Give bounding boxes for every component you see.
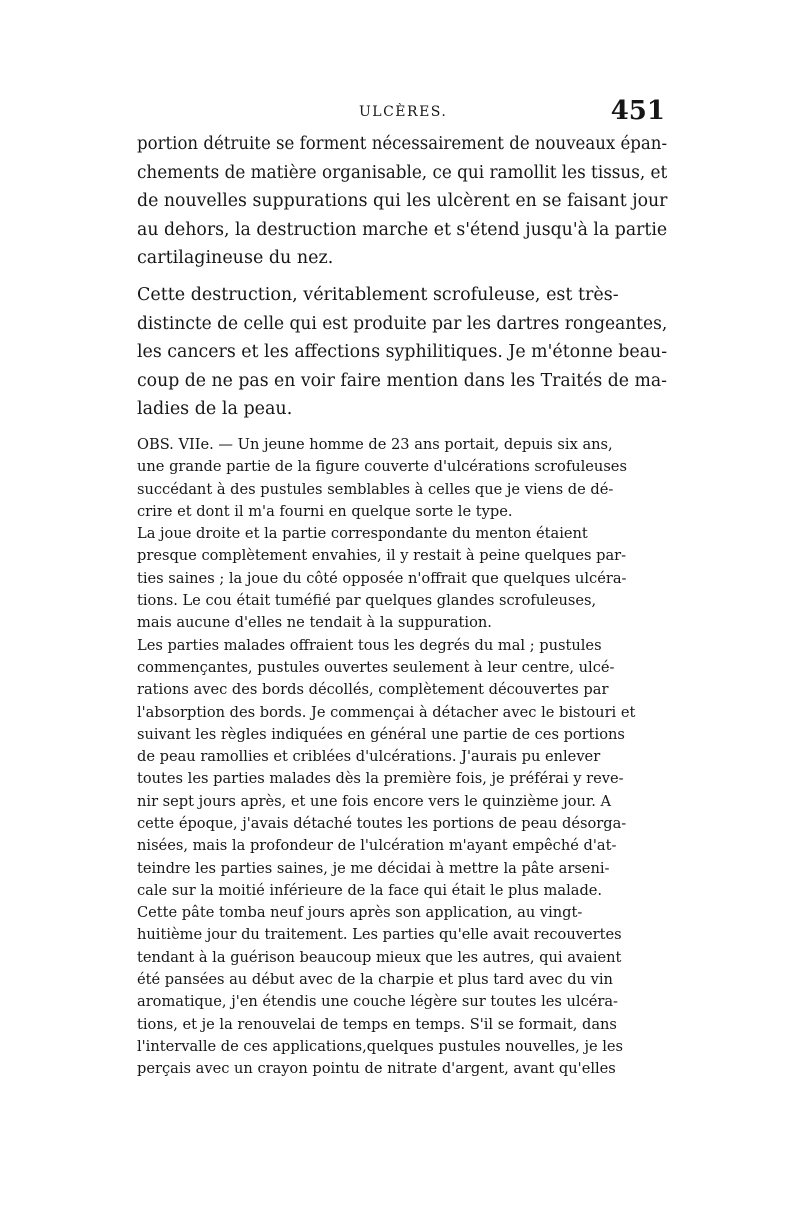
- text-line: l'absorption des bords. Je commençai à détacher avec le bistouri et: [137, 703, 636, 721]
- text-line: commençantes, pustules ouvertes seulement à leur centre, ulcé-: [137, 658, 615, 676]
- running-title: ULCÈRES.: [359, 104, 448, 120]
- paragraph: [137, 434, 667, 523]
- text-line: rations avec des bords décollés, complètement découvertes par: [137, 681, 609, 699]
- page-number: 451: [610, 96, 665, 126]
- text-line: tendant à la guérison beaucoup mieux que les autres, qui avaient: [137, 948, 622, 966]
- text-line: portion détruite se forment nécessairement de nouveaux épan-: [137, 134, 668, 154]
- text-line: chements de matière organisable, ce qui ramollit les tissus, et: [137, 162, 668, 183]
- text-line: distincte de celle qui est produite par les dartres rongeantes,: [137, 313, 668, 334]
- page-header: [137, 98, 667, 128]
- text-line: La joue droite et la partie correspondante du menton étaient: [137, 525, 588, 543]
- text-line: coup de ne pas en voir faire mention dans les Traités de ma-: [137, 370, 668, 391]
- text-line: au dehors, la destruction marche et s'étend jusqu'à la partie: [137, 219, 668, 240]
- text-line: OBS. VIIe. — Un jeune homme de 23 ans portait, depuis six ans,: [137, 435, 613, 453]
- text-line: aromatique, j'en étendis une couche légère sur toutes les ulcéra-: [137, 993, 618, 1011]
- text-line: mais aucune d'elles ne tendait à la suppuration.: [137, 614, 492, 632]
- text-line: été pansées au début avec de la charpie et plus tard avec du vin: [137, 971, 613, 989]
- text-line: crire et dont il m'a fourni en quelque sorte le type.: [137, 502, 513, 520]
- paragraph: [137, 523, 667, 1080]
- text-line: une grande partie de la figure couverte d'ulcérations scrofuleuses: [137, 458, 627, 476]
- text-line: Cette pâte tomba neuf jours après son application, au vingt-: [137, 904, 583, 922]
- text-line: teindre les parties saines, je me décidai à mettre la pâte arseni-: [137, 859, 610, 877]
- text-line: Cette destruction, véritablement scrofuleuse, est très-: [137, 284, 619, 305]
- text-line: Les parties malades offraient tous les degrés du mal ; pustules: [137, 636, 602, 654]
- text-line: nisées, mais la profondeur de l'ulcération m'ayant empêché d'at-: [137, 837, 617, 855]
- text-line: ladies de la peau.: [137, 399, 293, 420]
- text-line: nir sept jours après, et une fois encore vers le quinzième jour. A: [137, 792, 612, 810]
- text-line: suivant les règles indiquées en général une partie de ces portions: [137, 725, 625, 743]
- text-line: tions. Le cou était tuméfié par quelques glandes scrofuleuses,: [137, 592, 597, 610]
- text-line: presque complètement envahies, il y restait à peine quelques par-: [137, 547, 627, 565]
- text-line: de peau ramollies et criblées d'ulcérations. J'aurais pu enlever: [137, 748, 601, 766]
- paragraph: [137, 281, 667, 424]
- text-line: cartilagineuse du nez.: [137, 248, 334, 269]
- text-line: tions, et je la renouvelai de temps en temps. S'il se formait, dans: [137, 1015, 617, 1033]
- text-line: cale sur la moitié inférieure de la face qui était le plus malade.: [137, 881, 603, 899]
- text-line: l'intervalle de ces applications,quelques pustules nouvelles, je les: [137, 1037, 624, 1055]
- text-line: succédant à des pustules semblables à celles que je viens de dé-: [137, 480, 614, 498]
- text-line: toutes les parties malades dès la première fois, je préférai y reve-: [137, 770, 624, 788]
- text-line: ties saines ; la joue du côté opposée n'offrait que quelques ulcéra-: [137, 569, 627, 587]
- text-body: [137, 130, 667, 1081]
- text-line: huitième jour du traitement. Les parties qu'elle avait recouvertes: [137, 926, 622, 944]
- text-line: les cancers et les affections syphilitiques. Je m'étonne beau-: [137, 342, 668, 363]
- text-line: cette époque, j'avais détaché toutes les portions de peau désorga-: [137, 814, 627, 832]
- paragraph: [137, 130, 667, 273]
- text-line: de nouvelles suppurations qui les ulcèrent en se faisant jour: [137, 191, 668, 212]
- text-line: perçais avec un crayon pointu de nitrate d'argent, avant qu'elles: [137, 1060, 616, 1078]
